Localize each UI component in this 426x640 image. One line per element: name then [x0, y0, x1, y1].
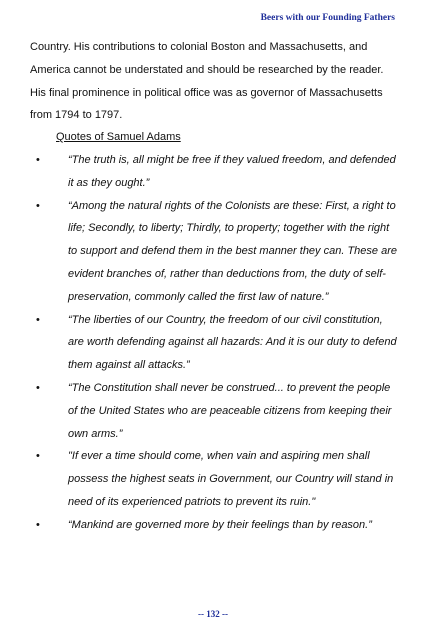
- quote-text: "If ever a time should come, when vain and aspiring men shall possess the highest seats in Government, our Country will stand in need of its experienced patriots to prevent its ruin.": [68, 450, 394, 508]
- bullet-icon: •: [36, 450, 40, 463]
- quote-item: [36, 377, 398, 445]
- quote-item: [36, 309, 398, 377]
- page-number: -- 132 --: [198, 609, 228, 619]
- bullet-icon: •: [36, 381, 40, 394]
- bullet-icon: •: [36, 518, 40, 531]
- quote-item: [36, 149, 398, 195]
- bullet-icon: •: [36, 313, 40, 326]
- running-header-title: Beers with our Founding Fathers: [260, 13, 395, 23]
- bullet-icon: •: [36, 154, 40, 166]
- quote-item: [36, 195, 398, 309]
- quote-text: “The liberties of our Country, the freedom of our civil constitution, are worth defending against all hazards: And it is our duty to defend them against all attacks.”: [68, 313, 397, 372]
- quotes-heading: Quotes of Samuel Adams: [56, 131, 181, 143]
- quotes-list: [36, 149, 398, 537]
- quote-text: “Among the natural rights of the Colonists are these: First, a right to life; Secondly, to liberty; Thirdly, to property; together with the right to support and defend them in the best manner they can. These are evident branches of, rather than deductions from, the duty of self-preservation, commonly called the first law of nature.”: [68, 199, 397, 303]
- bullet-icon: •: [36, 199, 40, 212]
- quote-text: “Mankind are governed more by their feelings than by reason.”: [68, 518, 372, 531]
- intro-paragraph: Country. His contributions to colonial Boston and Massachusetts, and America cannot be understated and should be researched by the reader. His final prominence in political office was as governor of Massachusetts from 1794 to 1797.: [30, 41, 384, 122]
- quote-item: [36, 445, 398, 513]
- quote-text: “The Constitution shall never be construed... to prevent the people of the United States who are peaceable citizens from keeping their own arms.”: [68, 381, 392, 440]
- quote-text: “The truth is, all might be free if they valued freedom, and defended it as they ought.”: [68, 154, 396, 189]
- body-text: [30, 36, 400, 127]
- quote-item: [36, 514, 398, 537]
